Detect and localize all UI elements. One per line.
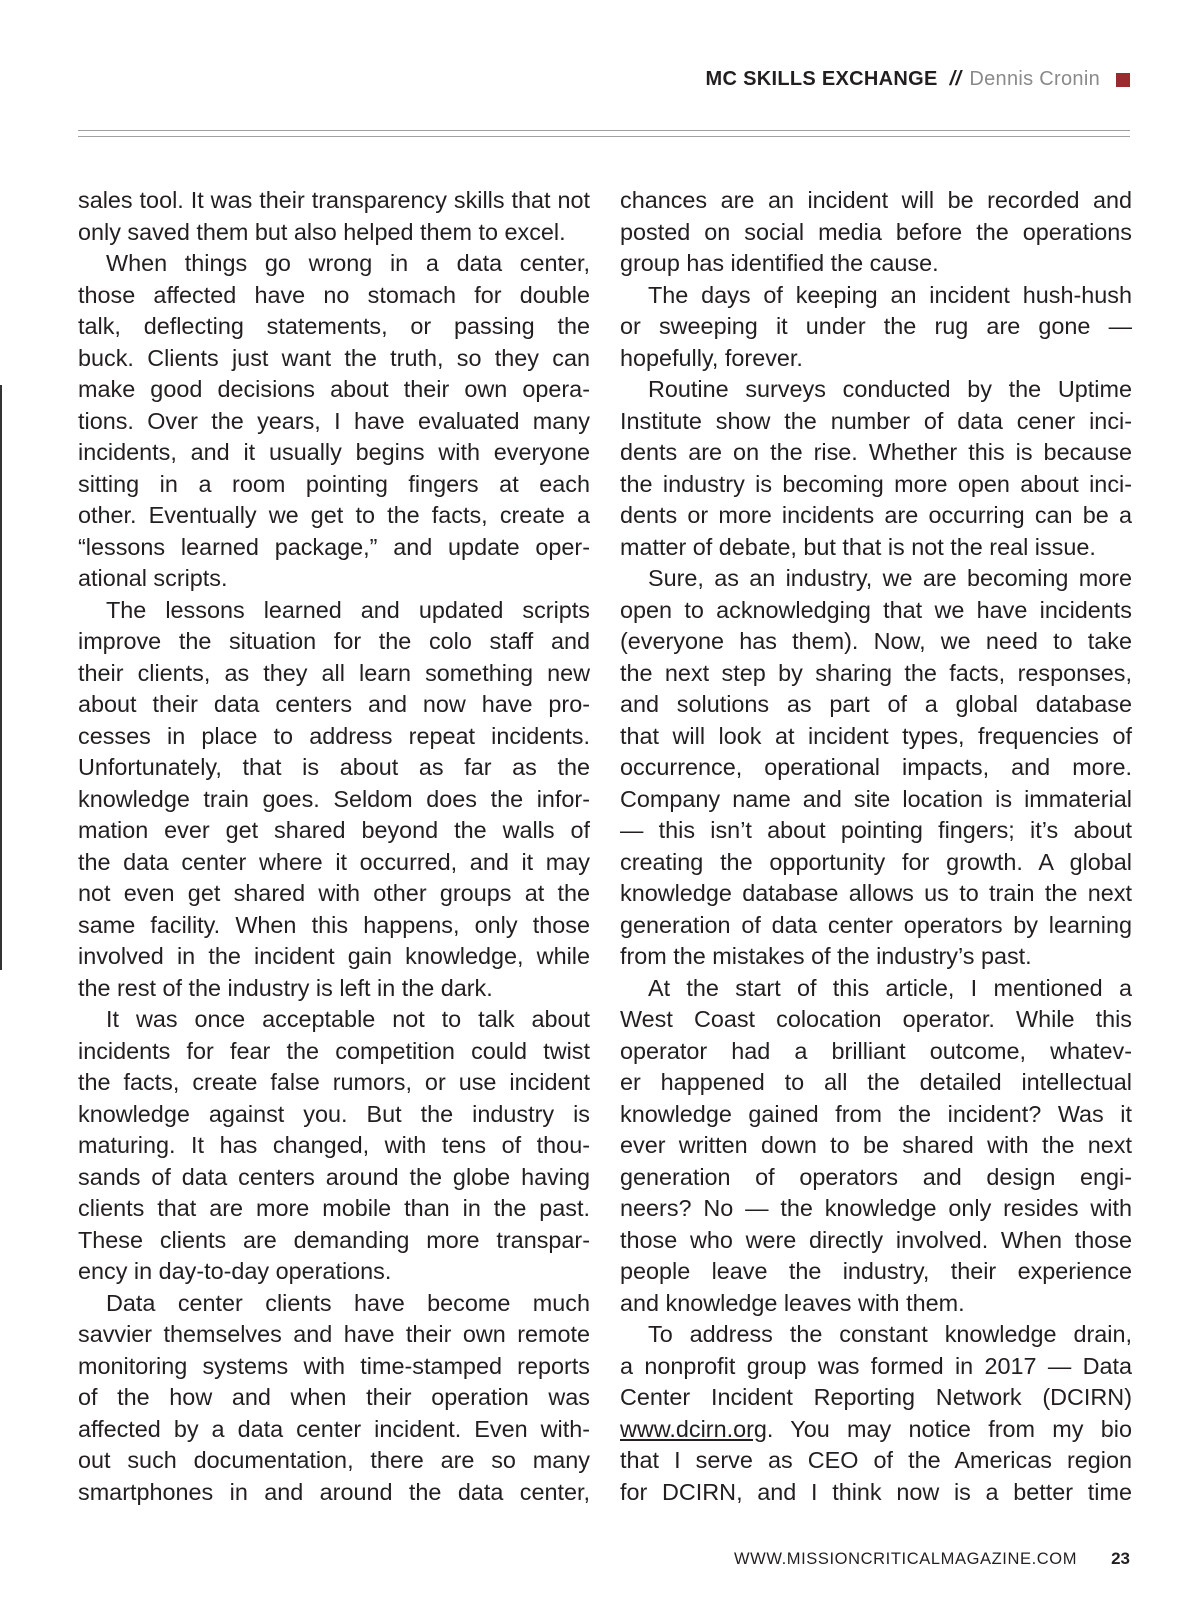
- footer-website: WWW.MISSIONCRITICALMAGAZINE.COM: [733, 1550, 1078, 1568]
- text-line: make good decisions about their own opera-: [78, 376, 590, 402]
- text-line: not even get shared with other groups at the: [78, 880, 590, 906]
- page-number: 23: [1111, 1549, 1130, 1568]
- text-line: buck. Clients just want the truth, so they can: [78, 344, 590, 371]
- text-line: or sweeping it under the rug are gone —: [620, 313, 1132, 339]
- text-line: knowledge against you. But the industry is: [78, 1100, 590, 1127]
- text-line: knowledge train goes. Seldom does the infor-: [78, 785, 590, 812]
- text-line: other. Eventually we get to the facts, create a: [78, 502, 590, 528]
- text-line: er happened to all the detailed intellectual: [620, 1069, 1132, 1095]
- section-title: MC SKILLS EXCHANGE: [705, 68, 938, 90]
- text-line: monitoring systems with time-stamped reports: [78, 1352, 590, 1379]
- text-line: for DCIRN, and I think now is a better time: [620, 1478, 1132, 1505]
- text-line: West Coast colocation operator. While this: [620, 1006, 1132, 1032]
- article-column-left: [78, 185, 590, 1508]
- text-line: involved in the incident gain knowledge, while: [78, 943, 590, 969]
- text-line: Center Incident Reporting Network (DCIRN): [620, 1384, 1132, 1410]
- text-line: Routine surveys conducted by the Uptime: [648, 376, 1132, 402]
- text-line: those who were directly involved. When those: [620, 1226, 1132, 1253]
- text-line: sands of data centers around the globe having: [78, 1163, 590, 1190]
- text-line: These clients are demanding more transpar-: [78, 1226, 590, 1253]
- text-line: dents or more incidents are occurring can be a: [620, 502, 1132, 528]
- text-line: sales tool. It was their transparency skills that not: [78, 187, 590, 213]
- text-line: about their data centers and now have pro-: [78, 691, 590, 717]
- text-line: The days of keeping an incident hush-hush: [648, 281, 1132, 308]
- text-line: clients that are more mobile than in the past.: [78, 1195, 590, 1221]
- text-line: posted on social media before the operations: [620, 218, 1132, 245]
- text-line: improve the situation for the colo staff and: [78, 628, 590, 654]
- page-footer: [734, 1549, 1130, 1569]
- text-line: mation ever get shared beyond the walls of: [78, 817, 590, 843]
- author-name: Dennis Cronin: [969, 68, 1100, 90]
- text-line: from the mistakes of the industry’s past.: [620, 943, 1032, 969]
- text-line: ency in day-to-day operations.: [78, 1258, 392, 1284]
- text-line: savvier themselves and have their own remote: [78, 1321, 590, 1347]
- text-line: The lessons learned and updated scripts: [106, 596, 590, 623]
- text-line: the facts, create false rumors, or use incident: [78, 1069, 590, 1095]
- text-line: affected by a data center incident. Even with-: [78, 1415, 590, 1442]
- text-line: sitting in a room pointing fingers at each: [78, 470, 590, 497]
- text-line: smartphones in and around the data center,: [78, 1478, 590, 1505]
- text-line: operator had a brilliant outcome, whatev-: [620, 1037, 1132, 1064]
- text-line: dents are on the rise. Whether this is because: [620, 439, 1132, 465]
- text-line: incidents for fear the competition could twist: [78, 1037, 590, 1064]
- text-line: It was once acceptable not to talk about: [106, 1006, 590, 1032]
- header-rule-bottom: [78, 136, 1130, 137]
- text-line: hopefully, forever.: [620, 344, 803, 371]
- text-line: the data center where it occurred, and it may: [78, 848, 590, 875]
- text-line: matter of debate, but that is not the real issue.: [620, 533, 1096, 560]
- text-line: of the how and when their operation was: [78, 1384, 590, 1410]
- text-line: creating the opportunity for growth. A global: [620, 848, 1132, 875]
- page-edge-shadow: [0, 385, 2, 970]
- article-column-right: [620, 185, 1132, 1508]
- text-line: Institute show the number of data cener inci-: [620, 407, 1132, 434]
- text-line: only saved them but also helped them to excel.: [78, 218, 566, 245]
- text-line: and knowledge leaves with them.: [620, 1289, 965, 1316]
- text-line: occurrence, operational impacts, and more.: [620, 754, 1132, 780]
- text-line: Sure, as an industry, we are becoming more: [648, 565, 1132, 591]
- text-line: (everyone has them). Now, we need to take: [620, 628, 1132, 654]
- text-line: those affected have no stomach for double: [78, 281, 590, 308]
- text-line: — this isn’t about pointing fingers; it’s about: [620, 817, 1132, 843]
- text-line: talk, deflecting statements, or passing the: [78, 313, 590, 339]
- text-line: tions. Over the years, I have evaluated many: [78, 407, 590, 434]
- text-line: knowledge database allows us to train the next: [620, 880, 1132, 906]
- header-rule-top: [78, 130, 1130, 131]
- text-line: Data center clients have become much: [106, 1289, 590, 1316]
- text-line: the industry is becoming more open about inci-: [620, 470, 1132, 497]
- text-line: the rest of the industry is left in the dark.: [78, 974, 493, 1001]
- accent-square-icon: [1116, 73, 1130, 87]
- text-line: that will look at incident types, frequencies of: [620, 722, 1132, 749]
- text-line: knowledge gained from the incident? Was it: [620, 1100, 1132, 1127]
- text-line: incidents, and it usually begins with everyone: [78, 439, 590, 465]
- text-line: Unfortunately, that is about as far as the: [78, 754, 590, 780]
- text-line: and solutions as part of a global database: [620, 691, 1132, 717]
- text-line: the next step by sharing the facts, responses,: [620, 659, 1132, 686]
- header-separator: //: [949, 68, 962, 90]
- text-line: generation of operators and design engi-: [620, 1163, 1132, 1190]
- text-line: [620, 1414, 1132, 1446]
- text-line: When things go wrong in a data center,: [106, 250, 590, 276]
- text-fragment: . You may notice from my bio: [766, 1415, 1132, 1442]
- text-line: group has identified the cause.: [620, 250, 939, 276]
- text-line: generation of data center operators by learning: [620, 911, 1132, 938]
- text-line: their clients, as they all learn something new: [78, 659, 590, 686]
- running-header: [706, 68, 1130, 91]
- text-line: “lessons learned package,” and update oper-: [78, 533, 590, 560]
- text-line: people leave the industry, their experience: [620, 1258, 1132, 1284]
- text-line: maturing. It has changed, with tens of thou-: [78, 1132, 590, 1158]
- text-line: that I serve as CEO of the Americas region: [620, 1447, 1132, 1473]
- text-line: Company name and site location is immaterial: [620, 785, 1132, 812]
- text-line: neers? No — the knowledge only resides with: [620, 1195, 1132, 1221]
- text-line: ever written down to be shared with the next: [620, 1132, 1132, 1158]
- text-line: At the start of this article, I mentioned a: [648, 974, 1132, 1001]
- text-line: ational scripts.: [78, 565, 228, 591]
- text-line: a nonprofit group was formed in 2017 — Data: [620, 1352, 1132, 1379]
- text-line: out such documentation, there are so many: [78, 1447, 590, 1473]
- text-line: cesses in place to address repeat incidents.: [78, 722, 590, 749]
- text-line: same facility. When this happens, only those: [78, 911, 590, 938]
- text-line: To address the constant knowledge drain,: [648, 1321, 1132, 1347]
- text-line: chances are an incident will be recorded and: [620, 187, 1132, 213]
- dcirn-link[interactable]: www.dcirn.org: [620, 1415, 767, 1442]
- text-line: open to acknowledging that we have incidents: [620, 596, 1132, 623]
